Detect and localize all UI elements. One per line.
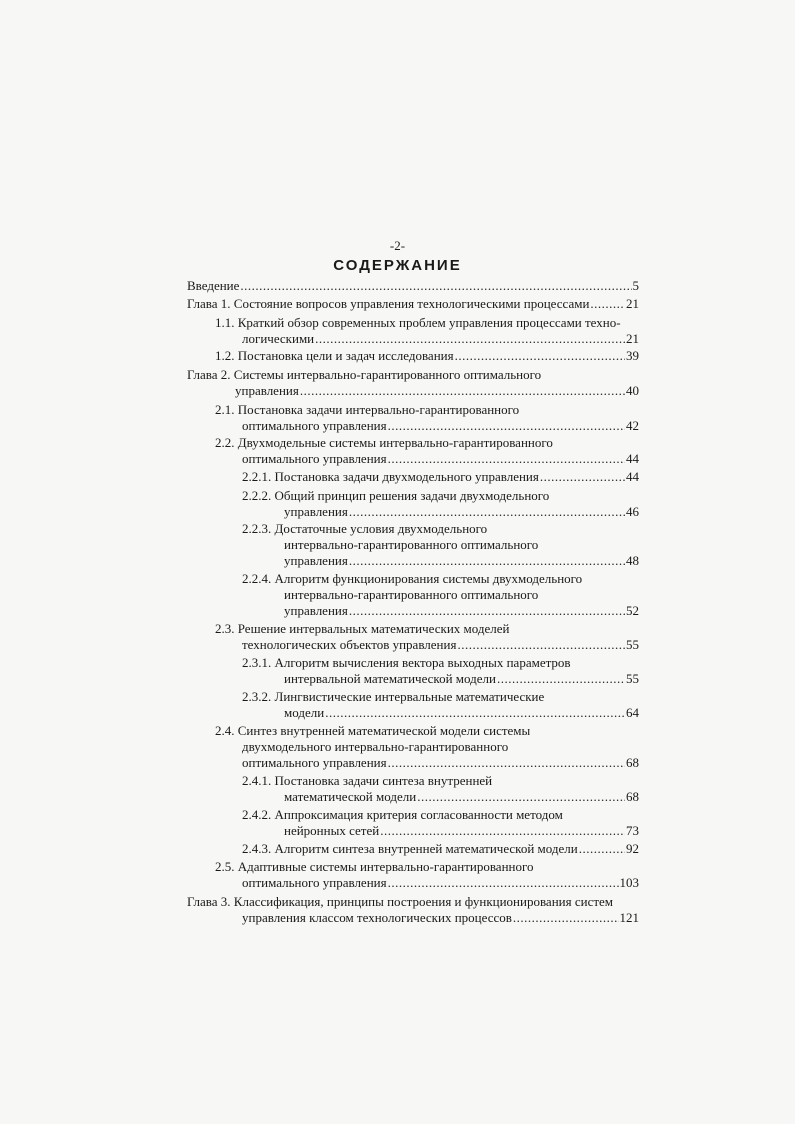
toc-entry-2-2-4-line-2: интервально-гарантированного оптимального — [284, 587, 539, 602]
dot-leader — [300, 383, 625, 399]
toc-entry-2-5[interactable] — [242, 875, 639, 891]
toc-entry-text: логическими — [242, 331, 315, 346]
toc-entry-1-1-line-1: 1.1. Краткий обзор современных проблем управления процессами техно- — [215, 315, 621, 330]
toc-entry-chapter-3[interactable] — [242, 910, 639, 926]
dot-leader — [325, 705, 625, 721]
toc-entry-2-4-2[interactable] — [284, 823, 639, 839]
toc-entry-text: управления классом технологических процессов — [242, 910, 512, 925]
toc-entry-text: технологических объектов управления — [242, 637, 457, 652]
dot-leader — [579, 841, 625, 857]
dot-leader — [315, 331, 625, 347]
dot-leader — [388, 755, 625, 771]
toc-entry-text: оптимального управления — [242, 755, 387, 770]
toc-entry-2-2-2[interactable] — [284, 504, 639, 520]
toc-entry-2-5-line-1: 2.5. Адаптивные системы интервально-гарантированного — [215, 859, 534, 874]
toc-entry-text: интервальной математической модели — [284, 671, 496, 686]
toc-entry-text: 1.2. Постановка цели и задач исследования — [215, 348, 454, 363]
toc-entry-1-2[interactable] — [215, 348, 639, 364]
toc-page-number: 92 — [626, 841, 639, 856]
dot-leader — [590, 296, 625, 312]
toc-page-number: 73 — [626, 823, 639, 838]
toc-entry-2-1[interactable] — [242, 418, 639, 434]
toc-entry-text: математической модели — [284, 789, 417, 804]
toc-entry-1-1[interactable] — [242, 331, 639, 347]
toc-page-number: 5 — [632, 278, 639, 293]
toc-entry-text: модели — [284, 705, 325, 720]
dot-leader — [388, 418, 625, 434]
toc-entry-2-4-2-line-1: 2.4.2. Аппроксимация критерия согласованности методом — [242, 807, 563, 822]
toc-entry-2-2[interactable] — [242, 451, 639, 467]
toc-page-number: 55 — [626, 637, 639, 652]
toc-page-number: 21 — [626, 331, 639, 346]
toc-page-number: 48 — [626, 553, 639, 568]
toc-entry-chapter-3-line-1: Глава 3. Классификация, принципы построения и функционирования систем — [187, 894, 614, 909]
dot-leader — [540, 469, 625, 485]
toc-page-number: 52 — [626, 603, 639, 618]
toc-entry-2-4-1-line-1: 2.4.1. Постановка задачи синтеза внутренней — [242, 773, 493, 788]
toc-entry-2-4-1[interactable] — [284, 789, 639, 805]
toc-page-number: 55 — [626, 671, 639, 686]
toc-entry-2-2-1[interactable] — [242, 469, 639, 485]
toc-entry-2-2-2-line-1: 2.2.2. Общий принцип решения задачи двухмодельного — [242, 488, 550, 503]
dot-leader — [349, 553, 625, 569]
toc-page-number: 39 — [626, 348, 639, 363]
toc-entry-text: 2.4.3. Алгоритм синтеза внутренней математической модели — [242, 841, 578, 856]
toc-page-number: 42 — [626, 418, 639, 433]
dot-leader — [349, 603, 625, 619]
dot-leader — [349, 504, 625, 520]
toc-entry-text: управления — [284, 504, 348, 519]
toc-entry-2-2-3-line-1: 2.2.3. Достаточные условия двухмодельного — [242, 521, 488, 536]
toc-entry-2-2-3-line-2: интервально-гарантированного оптимального — [284, 537, 539, 552]
toc-entry-chapter-2[interactable] — [235, 383, 639, 399]
toc-entry-text: управления — [284, 553, 348, 568]
toc-entry-chapter-1[interactable] — [187, 296, 639, 312]
toc-entry-2-2-3[interactable] — [284, 553, 639, 569]
toc-entry-2-3[interactable] — [242, 637, 639, 653]
toc-entry-text: Введение — [187, 278, 240, 293]
toc-entry-2-4-line-1: 2.4. Синтез внутренней математической модели системы — [215, 723, 531, 738]
page-number: -2- — [389, 238, 406, 253]
toc-page-number: 44 — [626, 451, 639, 466]
toc-page-number: 44 — [626, 469, 639, 484]
toc-entry-text: оптимального управления — [242, 451, 387, 466]
toc-entry-2-3-2[interactable] — [284, 705, 639, 721]
toc-entry-text: управления — [235, 383, 299, 398]
toc-entry-text: 2.2.1. Постановка задачи двухмодельного управления — [242, 469, 539, 484]
toc-entry-text: Глава 1. Состояние вопросов управления технологическими процессами — [187, 296, 590, 311]
dot-leader — [417, 789, 625, 805]
dot-leader — [388, 875, 619, 891]
toc-entry-2-2-4-line-1: 2.2.4. Алгоритм функционирования системы двухмодельного — [242, 571, 583, 586]
dot-leader — [497, 671, 625, 687]
toc-page-number: 21 — [626, 296, 639, 311]
toc-entry-text: управления — [284, 603, 348, 618]
page-title: СОДЕРЖАНИЕ — [333, 257, 462, 274]
toc-entry-2-3-1-line-1: 2.3.1. Алгоритм вычисления вектора выходных параметров — [242, 655, 571, 670]
toc-entry-2-3-line-1: 2.3. Решение интервальных математических моделей — [215, 621, 510, 636]
toc-page-number: 68 — [626, 755, 639, 770]
dot-leader — [240, 278, 631, 294]
toc-entry-2-4-3[interactable] — [242, 841, 639, 857]
toc-page-number: 68 — [626, 789, 639, 804]
toc-entry-2-2-line-1: 2.2. Двухмодельные системы интервально-гарантированного — [215, 435, 553, 450]
toc-entry-2-3-2-line-1: 2.3.2. Лингвистические интервальные математические — [242, 689, 545, 704]
toc-page-number: 46 — [626, 504, 639, 519]
dot-leader — [388, 451, 625, 467]
toc-entry-text: оптимального управления — [242, 875, 387, 890]
toc-entry-2-4-line-2: двухмодельного интервально-гарантированного — [242, 739, 509, 754]
toc-entry-2-3-1[interactable] — [284, 671, 639, 687]
toc-entry-text: нейронных сетей — [284, 823, 380, 838]
toc-page-number: 103 — [619, 875, 639, 890]
toc-page-number: 40 — [626, 383, 639, 398]
dot-leader — [513, 910, 619, 926]
toc-entry-text: оптимального управления — [242, 418, 387, 433]
dot-leader — [455, 348, 625, 364]
toc-entry-intro[interactable] — [187, 278, 639, 294]
toc-page-number: 64 — [626, 705, 639, 720]
dot-leader — [457, 637, 625, 653]
dot-leader — [380, 823, 625, 839]
toc-entry-2-2-4[interactable] — [284, 603, 639, 619]
toc-entry-chapter-2-line-1: Глава 2. Системы интервально-гарантированного оптимального — [187, 367, 542, 382]
toc-entry-2-1-line-1: 2.1. Постановка задачи интервально-гарантированного — [215, 402, 520, 417]
toc-entry-2-4[interactable] — [242, 755, 639, 771]
toc-page-number: 121 — [619, 910, 639, 925]
